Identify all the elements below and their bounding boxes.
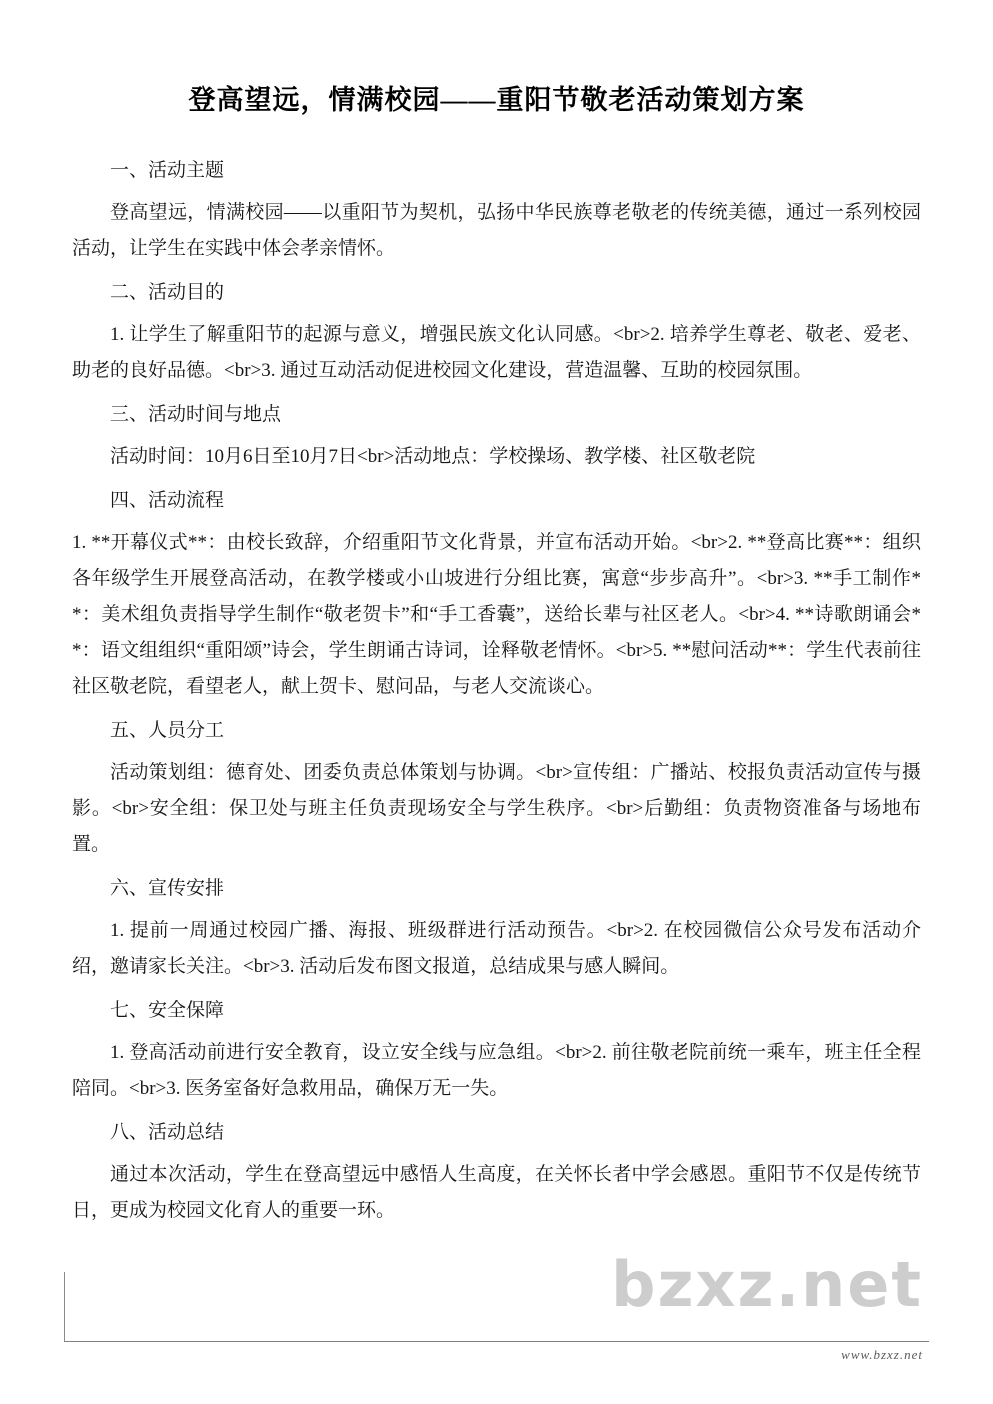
- section-heading: 一、活动主题: [110, 160, 225, 181]
- section-staffing: [72, 713, 921, 863]
- section-heading: 四、活动流程: [110, 490, 225, 511]
- section-paragraph: 1. 提前一周通过校园广播、海报、班级群进行活动预告。<br>2. 在校园微信公众号发布活动介绍，邀请家长关注。<br>3. 活动后发布图文报道，总结成果与感人瞬间。: [72, 920, 921, 977]
- footer-divider-line: [64, 1341, 929, 1342]
- section-process: [72, 483, 921, 705]
- section-heading: 三、活动时间与地点: [110, 404, 282, 425]
- section-summary: [72, 1115, 921, 1229]
- section-heading: 二、活动目的: [110, 282, 225, 303]
- section-heading: 五、人员分工: [110, 720, 225, 741]
- footer-site-url: www.bzxz.net: [841, 1347, 923, 1362]
- watermark-text: bzxz.net: [611, 1248, 923, 1321]
- section-theme: [72, 153, 921, 267]
- section-paragraph: 1. **开幕仪式**：由校长致辞，介绍重阳节文化背景，并宣布活动开始。<br>2. **登高比赛**：组织各年级学生开展登高活动，在教学楼或小山坡进行分组比赛，寓意“步步高升”。<br>3. **手工制作**：美术组负责指导学生制作“敬老贺卡”和“手工香囊”，送给长辈与社区老人。<br>4. **诗歌朗诵会**：语文组组织“重阳颂”诗会，学生朗诵古诗词，诠释敬老情怀。<br>5. **慰问活动**：学生代表前往社区敬老院，看望老人，献上贺卡、慰问品，与老人交流谈心。: [72, 532, 921, 697]
- section-paragraph: 活动时间：10月6日至10月7日<br>活动地点：学校操场、教学楼、社区敬老院: [110, 446, 756, 467]
- section-paragraph: 活动策划组：德育处、团委负责总体策划与协调。<br>宣传组：广播站、校报负责活动宣传与摄影。<br>安全组：保卫处与班主任负责现场安全与学生秩序。<br>后勤组：负责物资准备与场地布置。: [72, 762, 921, 855]
- section-publicity: [72, 871, 921, 985]
- document-title: 登高望远，情满校园——重阳节敬老活动策划方案: [188, 85, 805, 115]
- section-heading: 七、安全保障: [110, 1000, 225, 1021]
- section-heading: 八、活动总结: [110, 1122, 225, 1143]
- section-paragraph: 通过本次活动，学生在登高望远中感悟人生高度，在关怀长者中学会感恩。重阳节不仅是传统节日，更成为校园文化育人的重要一环。: [72, 1164, 921, 1221]
- footer-left-tick: [64, 1272, 65, 1341]
- section-paragraph: 登高望远，情满校园——以重阳节为契机，弘扬中华民族尊老敬老的传统美德，通过一系列校园活动，让学生在实践中体会孝亲情怀。: [72, 202, 921, 259]
- section-safety: [72, 993, 921, 1107]
- section-time-place: [72, 397, 921, 475]
- section-heading: 六、宣传安排: [110, 878, 225, 899]
- section-purpose: [72, 275, 921, 389]
- section-paragraph: 1. 登高活动前进行安全教育，设立安全线与应急组。<br>2. 前往敬老院前统一乘车，班主任全程陪同。<br>3. 医务室备好急救用品，确保万无一失。: [72, 1042, 921, 1099]
- section-paragraph: 1. 让学生了解重阳节的起源与意义，增强民族文化认同感。<br>2. 培养学生尊老、敬老、爱老、助老的良好品德。<br>3. 通过互动活动促进校园文化建设，营造温馨、互助的校园氛围。: [72, 324, 921, 381]
